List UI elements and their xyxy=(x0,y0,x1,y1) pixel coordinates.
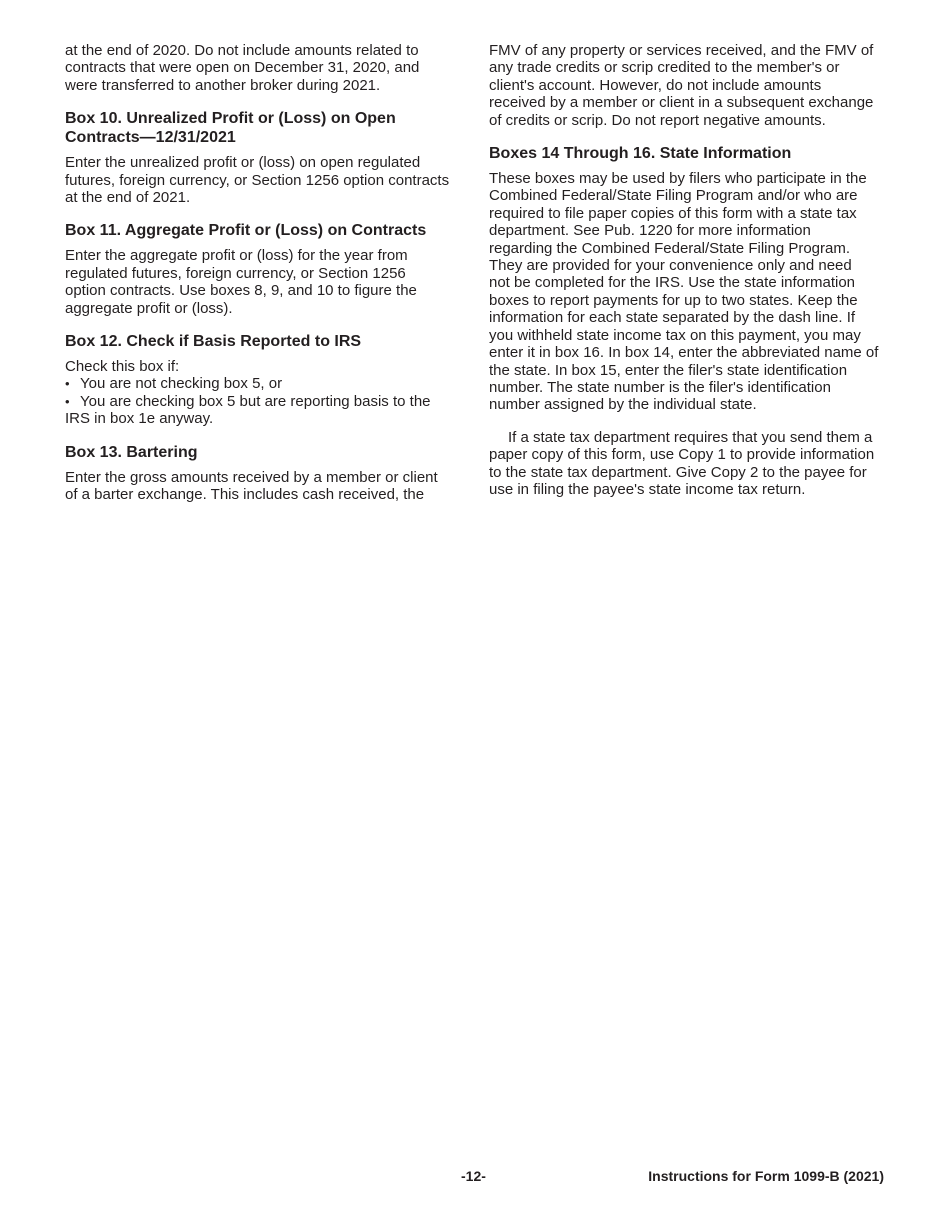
text-line: were transferred to another broker during 2021. xyxy=(65,76,381,94)
text-line: use in filing the payee's state income tax return. xyxy=(489,480,806,498)
text-line: number. The state number is the filer's identification xyxy=(489,378,831,396)
text-line: required to file paper copies of this form with a state tax xyxy=(489,204,857,222)
text-line: Enter the unrealized profit or (loss) on open regulated xyxy=(65,154,421,172)
boxes14-16-heading: Boxes 14 Through 16. State Information xyxy=(489,145,792,163)
box12-heading: Box 12. Check if Basis Reported to IRS xyxy=(65,333,362,351)
text-line: information for each state separated by the dash line. If xyxy=(489,309,856,327)
text-line: at the end of 2020. Do not include amounts related to xyxy=(65,42,419,59)
text-line: you withheld state income tax on this payment, you may xyxy=(489,326,861,344)
boxes14-16-paragraph2 xyxy=(489,429,889,499)
text-line: paper copy of this form, use Copy 1 to provide information xyxy=(489,446,875,464)
text-line: department. See Pub. 1220 for more information xyxy=(489,222,811,240)
left-column xyxy=(65,42,475,504)
box10-heading: Box 10. Unrealized Profit or (Loss) on Open Contracts—12/31/2021 xyxy=(65,110,396,147)
text-line: enter it in box 16. In box 14, enter the abbreviated name of xyxy=(489,344,879,362)
text-line: option contracts. Use boxes 8, 9, and 10 to figure the xyxy=(65,282,417,300)
box13-heading: Box 13. Bartering xyxy=(65,443,198,461)
text-line: regarding the Combined Federal/State Filing Program. xyxy=(489,239,851,257)
box10-body xyxy=(65,154,475,206)
text-line: contracts that were open on December 31, 2020, and xyxy=(65,59,420,77)
text-line: FMV of any property or services received, and the FMV of xyxy=(489,42,874,59)
text-line: the state. In box 15, enter the filer's state identification xyxy=(489,361,848,379)
box11-body xyxy=(65,247,475,317)
form-title: Instructions for Form 1099-B (2021) xyxy=(648,1168,884,1184)
box13-body xyxy=(65,469,475,504)
text-line: futures, foreign currency, or Section 1256 option contracts xyxy=(65,171,450,189)
text-line: number assigned by the individual state. xyxy=(489,396,757,414)
page-number: -12- xyxy=(461,1168,486,1184)
text-line: received by a member or client in a subsequent exchange xyxy=(489,94,874,112)
right-column xyxy=(489,42,889,498)
text-line: client's account. However, do not include amounts xyxy=(489,76,822,94)
text-line: regulated futures, foreign currency, or Section 1256 xyxy=(65,264,406,282)
box12-intro: Check this box if: xyxy=(65,358,180,376)
box11-heading: Box 11. Aggregate Profit or (Loss) on Contracts xyxy=(65,222,427,240)
text-line: at the end of 2021. xyxy=(65,189,191,207)
intro-paragraph xyxy=(65,42,475,94)
text-line: These boxes may be used by filers who participate in the xyxy=(489,170,867,188)
text-line: Enter the aggregate profit or (loss) for the year from xyxy=(65,247,408,265)
text-line: Enter the gross amounts received by a member or client xyxy=(65,468,438,486)
text-line: If a state tax department requires that you send them a xyxy=(508,428,873,446)
text-line: of a barter exchange. This includes cash received, the xyxy=(65,486,425,504)
text-line: boxes to report payments for up to two states. Keep the xyxy=(489,291,858,309)
text-line: Combined Federal/State Filing Program and/or who are xyxy=(489,187,858,205)
box12-bullet: • You are not checking box 5, or xyxy=(65,375,475,392)
text-line: any trade credits or scrip credited to the member's or xyxy=(489,59,840,77)
box12-bullet: • You are checking box 5 but are reporting basis to the IRS in box 1e anyway. xyxy=(65,393,475,428)
text-line: aggregate profit or (loss). xyxy=(65,299,233,317)
boxes14-16-body xyxy=(489,170,889,414)
bartering-continued xyxy=(489,42,889,129)
text-line: They are provided for your convenience only and need xyxy=(489,257,852,275)
text-line: to the state tax department. Give Copy 2 to the payee for xyxy=(489,463,867,481)
text-line: of credits or scrip. Do not report negative amounts. xyxy=(489,111,826,129)
text-line: not be completed for the IRS. Use the state information xyxy=(489,274,856,292)
